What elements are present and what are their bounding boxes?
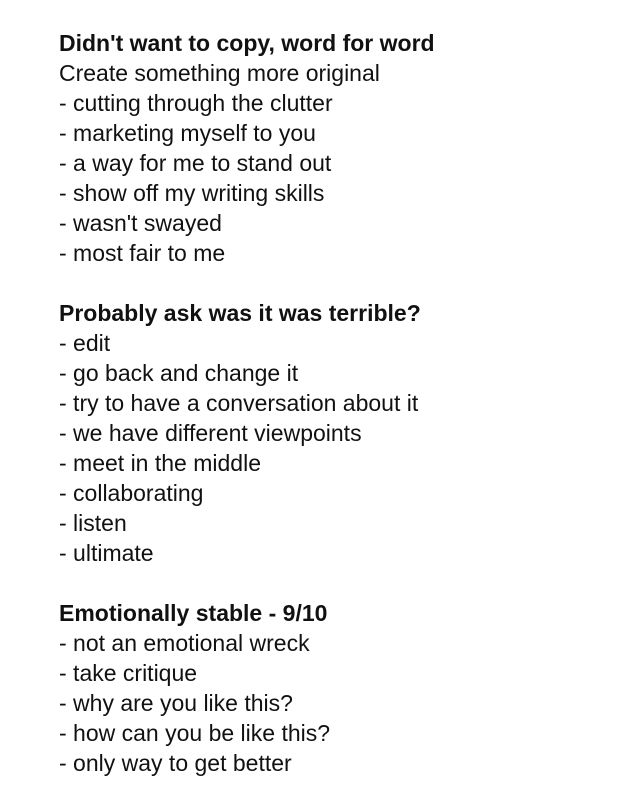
note-line: - ultimate: [59, 540, 154, 566]
note-line: - wasn't swayed: [59, 210, 222, 236]
notes-section-terrible: [59, 298, 629, 568]
section-heading: Didn't want to copy, word for word: [59, 30, 435, 56]
note-line: - why are you like this?: [59, 690, 293, 716]
note-line: - take critique: [59, 660, 198, 686]
note-line: Create something more original: [59, 60, 380, 86]
notes-section-copying: [59, 28, 629, 268]
note-line: - show off my writing skills: [59, 180, 325, 206]
note-line: - meet in the middle: [59, 450, 261, 476]
notes-section-emotionally-stable: [59, 598, 629, 778]
note-line: - not an emotional wreck: [59, 630, 310, 656]
section-heading: Emotionally stable - 9/10: [59, 600, 328, 626]
note-line: - a way for me to stand out: [59, 150, 332, 176]
note-line: - collaborating: [59, 480, 204, 506]
note-line: - only way to get better: [59, 750, 292, 776]
note-line: - we have different viewpoints: [59, 420, 362, 446]
note-line: - listen: [59, 510, 127, 536]
note-line: - how can you be like this?: [59, 720, 331, 746]
note-line: - marketing myself to you: [59, 120, 316, 146]
note-line: - edit: [59, 330, 111, 356]
notes-document: [59, 28, 629, 808]
note-line: - go back and change it: [59, 360, 299, 386]
note-line: - try to have a conversation about it: [59, 390, 419, 416]
note-line: - cutting through the clutter: [59, 90, 333, 116]
note-line: - most fair to me: [59, 240, 226, 266]
section-heading: Probably ask was it was terrible?: [59, 300, 421, 326]
